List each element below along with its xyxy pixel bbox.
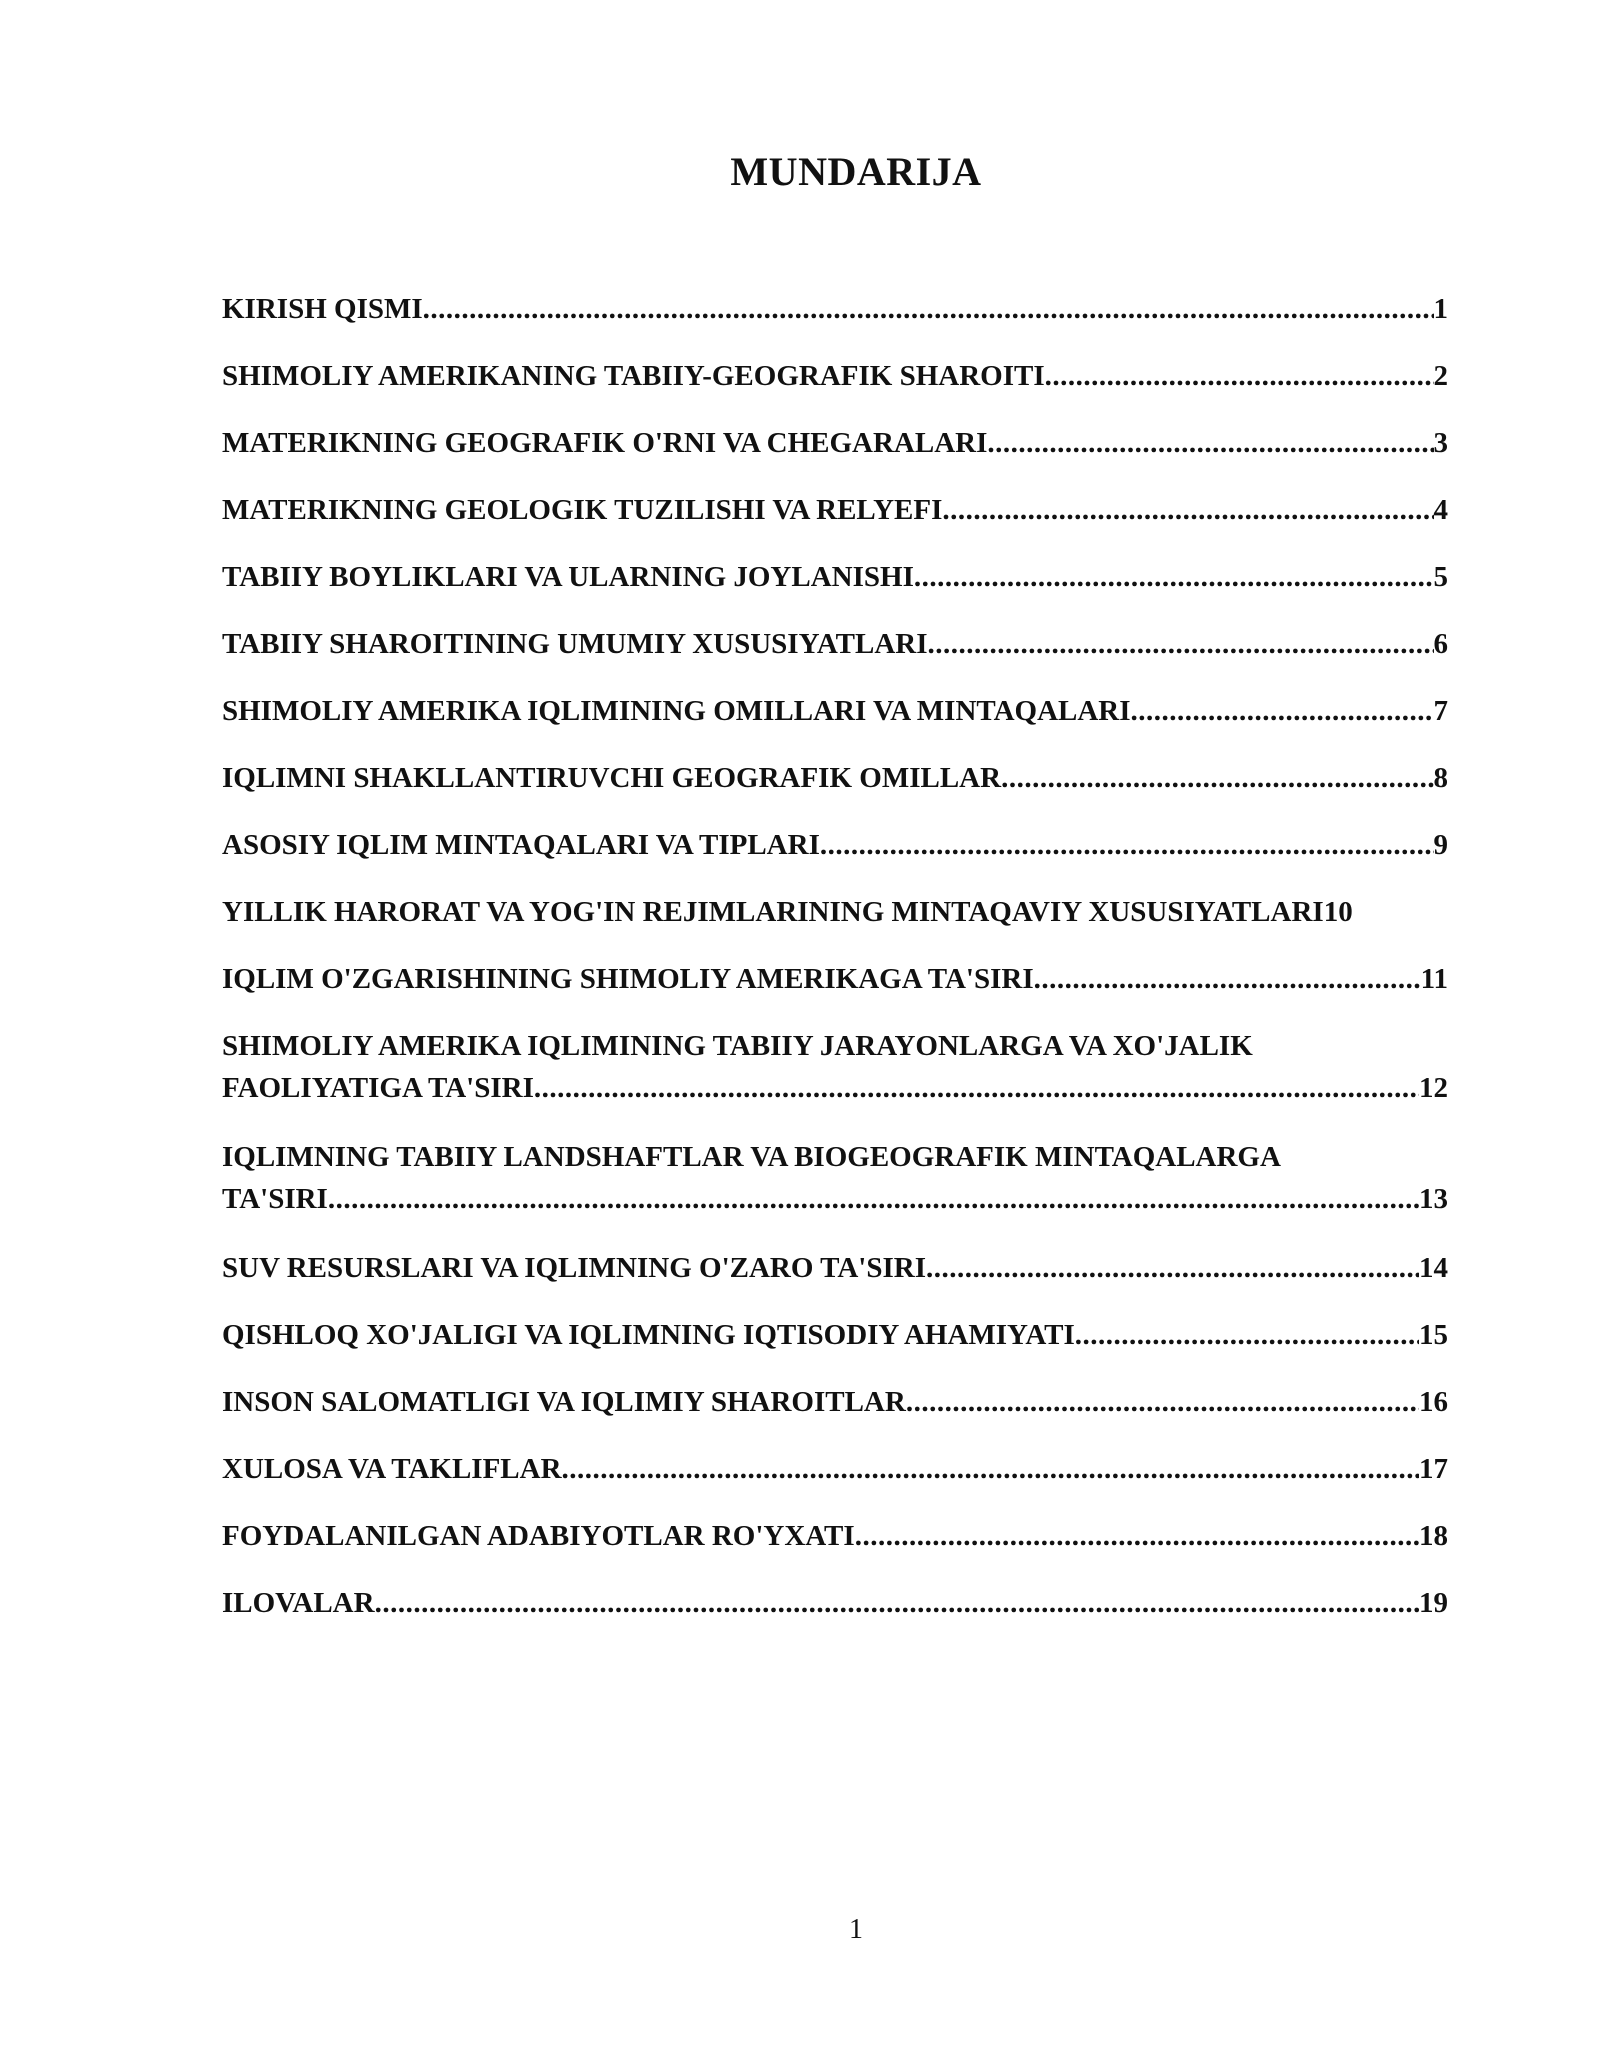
toc-entry[interactable] xyxy=(222,757,1448,799)
toc-entry-page: 6 xyxy=(1433,628,1448,660)
dot-leader xyxy=(1045,355,1434,397)
toc-entry-page: 15 xyxy=(1419,1319,1448,1351)
toc-entry-page: 19 xyxy=(1419,1587,1448,1619)
toc-entry-title: FAOLIYATIGA TA'SIRI xyxy=(222,1072,534,1104)
toc-entry-title: YILLIK HARORAT VA YOG'IN REJIMLARINING MINTAQAVIY XUSUSIYATLARI xyxy=(222,896,1324,928)
toc-entry-title: IQLIMNI SHAKLLANTIRUVCHI GEOGRAFIK OMILLAR xyxy=(222,762,1002,794)
toc-entry-page: 1 xyxy=(1433,293,1448,325)
dot-leader xyxy=(942,489,1433,531)
toc-entry-title: INSON SALOMATLIGI VA IQLIMIY SHAROITLAR xyxy=(222,1386,906,1418)
toc-entry[interactable] xyxy=(222,623,1448,665)
dot-leader xyxy=(855,1515,1419,1557)
toc-entry-title: TABIIY BOYLIKLARI VA ULARNING JOYLANISHI xyxy=(222,561,914,593)
toc-entry-page: 12 xyxy=(1419,1072,1448,1104)
toc-entry-title-line1: SHIMOLIY AMERIKA IQLIMINING TABIIY JARAYONLARGA VA XO'JALIK xyxy=(222,1030,1253,1062)
dot-leader xyxy=(1131,690,1434,732)
toc-entry-title: IQLIM O'ZGARISHINING SHIMOLIY AMERIKAGA TA'SIRI xyxy=(222,963,1034,995)
toc-entry[interactable] xyxy=(222,1314,1448,1356)
toc-entry-title: SHIMOLIY AMERIKA IQLIMINING OMILLARI VA MINTAQALARI xyxy=(222,695,1131,727)
toc-entry-page: 4 xyxy=(1433,494,1448,526)
toc-entry-page: 8 xyxy=(1433,762,1448,794)
toc-entry[interactable] xyxy=(222,489,1448,531)
toc-entry[interactable] xyxy=(222,891,1448,933)
toc-entry[interactable] xyxy=(222,1247,1448,1289)
toc-entry-page: 11 xyxy=(1420,963,1448,995)
toc-entry-page: 17 xyxy=(1419,1453,1448,1485)
toc-entry-title: KIRISH QISMI xyxy=(222,293,423,325)
toc-entry[interactable] xyxy=(222,1448,1448,1490)
dot-leader xyxy=(914,556,1434,598)
toc-entry[interactable] xyxy=(222,1136,1448,1220)
dot-leader xyxy=(534,1067,1419,1109)
toc-entry-page: 16 xyxy=(1419,1386,1448,1418)
dot-leader xyxy=(906,1381,1419,1423)
dot-leader xyxy=(987,422,1433,464)
dot-leader xyxy=(1001,757,1433,799)
dot-leader xyxy=(423,288,1434,330)
toc-entry[interactable] xyxy=(222,1025,1448,1109)
toc-entry-page: 9 xyxy=(1433,829,1448,861)
toc-entry-title: SUV RESURSLARI VA IQLIMNING O'ZARO TA'SIRI xyxy=(222,1252,926,1284)
toc-entry[interactable] xyxy=(222,422,1448,464)
toc-entry-title-line1: IQLIMNING TABIIY LANDSHAFTLAR VA BIOGEOGRAFIK MINTAQALARGA xyxy=(222,1141,1281,1173)
toc-entry[interactable] xyxy=(222,288,1448,330)
dot-leader xyxy=(375,1582,1419,1624)
toc-entry[interactable] xyxy=(222,556,1448,598)
dot-leader xyxy=(928,623,1434,665)
toc-entry-page: 13 xyxy=(1419,1183,1448,1215)
toc-entry-title: ILOVALAR xyxy=(222,1587,375,1619)
toc-entry-title: TABIIY SHAROITINING UMUMIY XUSUSIYATLARI xyxy=(222,628,928,660)
toc-entry[interactable] xyxy=(222,355,1448,397)
toc-entry-page: 2 xyxy=(1433,360,1448,392)
toc-entry-page: 5 xyxy=(1433,561,1448,593)
toc-entry[interactable] xyxy=(222,1582,1448,1624)
toc-entry-title: SHIMOLIY AMERIKANING TABIIY-GEOGRAFIK SHAROITI xyxy=(222,360,1045,392)
toc-entry-page: 18 xyxy=(1419,1520,1448,1552)
toc-entry-page: 3 xyxy=(1433,427,1448,459)
page-number: 1 xyxy=(849,1914,863,1945)
dot-leader xyxy=(562,1448,1419,1490)
toc-entry-page: 7 xyxy=(1433,695,1448,727)
toc-entry[interactable] xyxy=(222,958,1448,1000)
toc-entry-title: QISHLOQ XO'JALIGI VA IQLIMNING IQTISODIY AHAMIYATI xyxy=(222,1319,1075,1351)
dot-leader xyxy=(820,824,1434,866)
toc-entry-title: ASOSIY IQLIM MINTAQALARI VA TIPLARI xyxy=(222,829,820,861)
toc-entry-title: FOYDALANILGAN ADABIYOTLAR RO'YXATI xyxy=(222,1520,855,1552)
toc-entry[interactable] xyxy=(222,1515,1448,1557)
dot-leader xyxy=(328,1178,1419,1220)
table-of-contents xyxy=(222,288,1448,1649)
toc-entry[interactable] xyxy=(222,824,1448,866)
dot-leader xyxy=(1034,958,1421,1000)
dot-leader xyxy=(926,1247,1419,1289)
toc-entry-title: MATERIKNING GEOGRAFIK O'RNI VA CHEGARALARI xyxy=(222,427,988,459)
page-title: MUNDARIJA xyxy=(730,149,982,194)
toc-entry[interactable] xyxy=(222,690,1448,732)
toc-entry-title: MATERIKNING GEOLOGIK TUZILISHI VA RELYEFI xyxy=(222,494,943,526)
toc-entry-title: TA'SIRI xyxy=(222,1183,328,1215)
dot-leader xyxy=(1075,1314,1419,1356)
toc-entry-page: 14 xyxy=(1419,1252,1448,1284)
toc-entry-page: 10 xyxy=(1323,896,1353,928)
toc-entry-title: XULOSA VA TAKLIFLAR xyxy=(222,1453,562,1485)
toc-entry[interactable] xyxy=(222,1381,1448,1423)
